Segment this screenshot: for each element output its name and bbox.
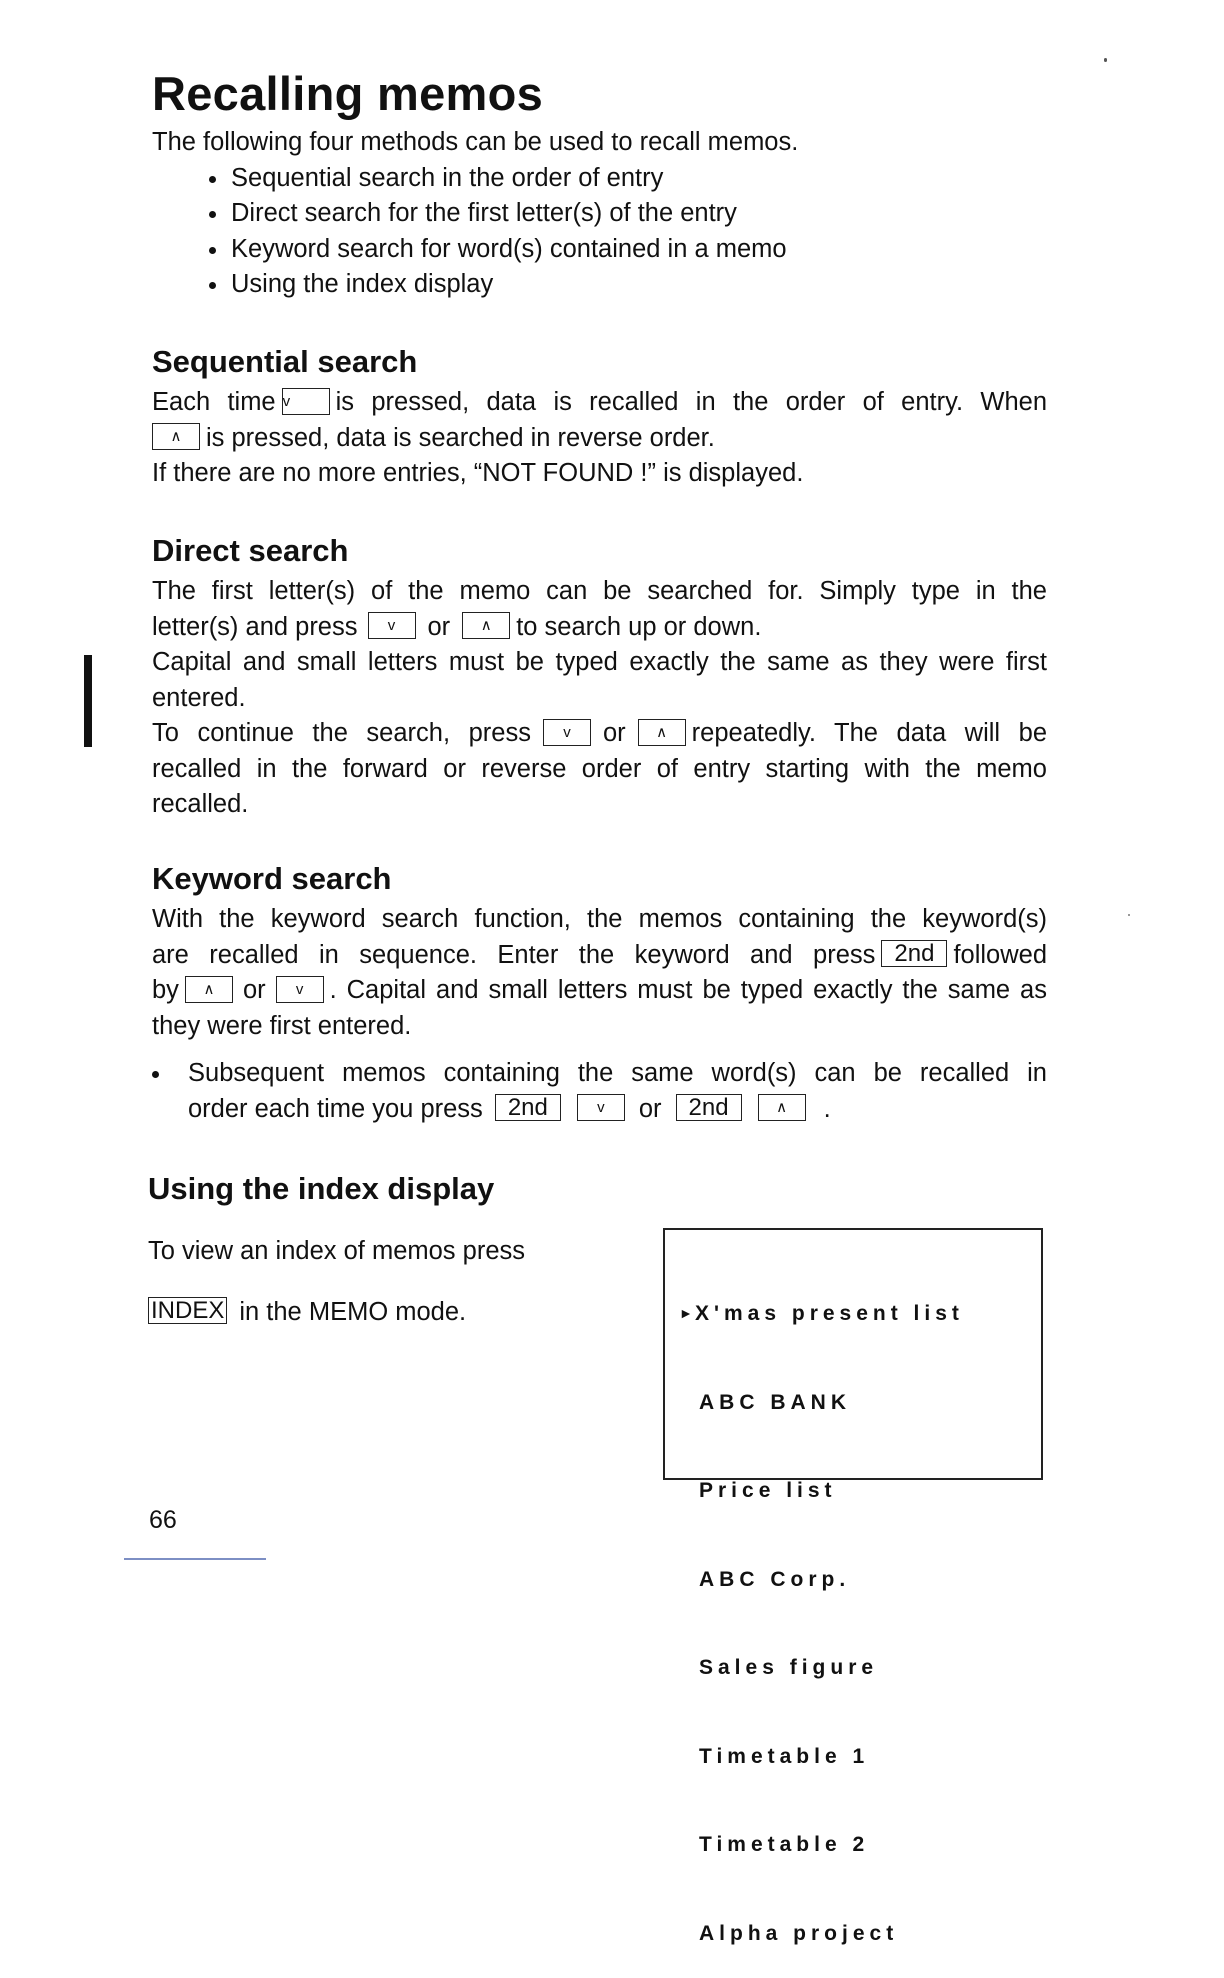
2nd-key: 2nd — [881, 940, 947, 967]
list-item: Alpha project — [699, 1921, 899, 1945]
methods-list — [206, 161, 1047, 303]
list-item: Using the index display — [206, 267, 1047, 303]
index-display-section — [148, 1170, 588, 1356]
list-item: Sales figure — [699, 1656, 879, 1679]
paragraph-line: With the keyword search function, the memos containing the keyword(s) — [152, 905, 1047, 933]
paragraph: To continue the search, press v or ∧ repeatedly. The data will be recalled in the forward or reverse order of entry starting with the memo recalled. — [152, 719, 1048, 818]
down-arrow-key: v — [543, 719, 591, 746]
revision-bar — [84, 655, 92, 747]
list-item: Direct search for the first letter(s) of the entry — [206, 196, 1047, 232]
list-item: Keyword search for word(s) contained in a memo — [206, 232, 1047, 268]
scan-speck — [1128, 914, 1130, 916]
list-item: ► X'mas present list — [679, 1299, 1041, 1329]
direct-section — [152, 532, 1047, 823]
down-arrow-key: v — [276, 976, 324, 1003]
page-number: 66 — [149, 1506, 177, 1534]
paragraph-line: letter(s) and press v or ∧ to search up or down. — [152, 612, 762, 641]
up-arrow-key: ∧ — [758, 1094, 806, 1121]
list-item: ABC Corp. — [699, 1567, 851, 1591]
down-arrow-key: v — [577, 1094, 625, 1121]
paragraph-line: ∧ is pressed, data is searched in reverse order. — [152, 421, 1047, 457]
paragraph-line: Subsequent memos containing the same word(s) can be recalled in — [188, 1059, 1047, 1087]
list-item: Sequential search in the order of entry — [206, 161, 1047, 197]
list-item: Timetable 1 — [699, 1744, 870, 1768]
footer-rule — [124, 1558, 266, 1560]
2nd-key: 2nd — [676, 1094, 742, 1121]
sequential-section — [152, 343, 1047, 492]
paragraph: by ∧ or v . Capital and small letters must be typed exactly the same as they were first entered. — [152, 976, 1047, 1040]
keyword-section — [152, 860, 1047, 1127]
paragraph-line: If there are no more entries, “NOT FOUND !” is displayed. — [152, 459, 804, 487]
index-display-screen — [663, 1228, 1043, 1945]
paragraph-line: are recalled in sequence. Enter the keyword and press 2nd followed — [152, 940, 1047, 969]
down-arrow-key: v — [368, 612, 416, 639]
list-item: Price list — [699, 1479, 837, 1502]
list-item: ABC BANK — [699, 1390, 851, 1414]
down-arrow-key: v — [282, 388, 330, 415]
up-arrow-key: ∧ — [185, 976, 233, 1003]
paragraph-line: order each time you press 2nd v or 2nd ∧ . — [188, 1094, 831, 1123]
scan-speck — [1104, 58, 1107, 62]
paragraph-line: To view an index of memos press — [148, 1236, 525, 1265]
up-arrow-key: ∧ — [462, 612, 510, 639]
paragraph-line: Each time v is pressed, data is recalled in the order of entry. When — [152, 388, 1047, 416]
intro-section — [152, 125, 1047, 303]
cursor-arrow-icon: ► — [679, 1305, 693, 1321]
2nd-key: 2nd — [495, 1094, 561, 1121]
section-heading-sequential: Sequential search — [152, 344, 418, 379]
page-title: Recalling memos — [152, 67, 544, 120]
paragraph-line: INDEX in the MEMO mode. — [148, 1295, 588, 1331]
section-heading-keyword: Keyword search — [152, 861, 392, 896]
list-item — [152, 1056, 1047, 1127]
up-arrow-key: ∧ — [152, 423, 200, 450]
section-heading-index: Using the index display — [148, 1171, 495, 1206]
paragraph-line: The first letter(s) of the memo can be searched for. Simply type in the — [152, 577, 1047, 605]
intro-text: The following four methods can be used to recall memos. — [152, 128, 799, 156]
list-item: Timetable 2 — [699, 1833, 870, 1856]
section-heading-direct: Direct search — [152, 533, 349, 568]
index-key: INDEX — [148, 1297, 227, 1324]
paragraph: Capital and small letters must be typed exactly the same as they were first entered. — [152, 648, 1047, 712]
up-arrow-key: ∧ — [638, 719, 686, 746]
